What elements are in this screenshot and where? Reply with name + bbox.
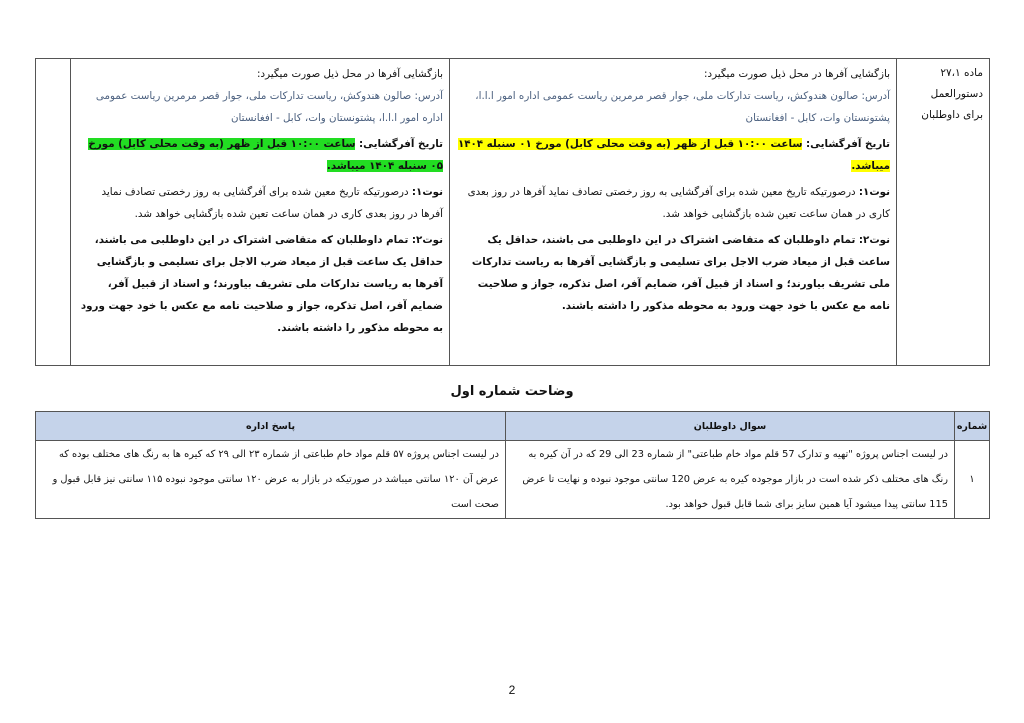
clause-label-cell [897, 59, 990, 366]
row-answer: در لیست اجناس پروژه ۵۷ قلم مواد خام طباعتی از شماره ۲۳ الی ۲۹ که کیره ها به رنگ های مختلف بوده که عرض آن ۱۲۰ سانتی میباشد در صورتیکه در بازار به عرض ۱۲۰ سانتی موجود نبوده ۱۱۵ سانتی نیز قابل قبول و صحت است [36, 441, 506, 519]
note-1-text: درصورتیکه تاریخ معین شده برای آفرگشایی به روز رخصتی تصادف نماید آفرها در روز بعدی کاری در همان ساعت تعین شده بازگشایی خواهد شد. [467, 186, 890, 220]
opening-date-label: تاریخ آفرگشایی: [806, 138, 890, 150]
opening-date [456, 133, 890, 177]
amended-note-2: نوت۲: تمام داوطلبان که متقاضی اشتراک در این داوطلبی می باشند، حداقل یک ساعت قبل از میعاد ضرب الاجل برای تسلیمی و بازگشایی آفرها به ریاست تدارکات ملی تشریف بیاورند؛ و اسناد از قبیل آفر، ضمایم آفر، اصل تذکره، جواز و صلاحیت نامه مع عکس با خود جهت ورود به محوطه مذکور را داشته باشند. [80, 234, 443, 334]
amended-opening-intro: بازگشایی آفرها در محل ذیل صورت میگیرد: [257, 68, 443, 80]
empty-column-cell [36, 59, 71, 366]
opening-date-value: ساعت ۱۰:۰۰ قبل از ظهر (به وقت محلی کابل) مورخ ۰۱ سنبله ۱۴۰۴ میباشد. [457, 138, 890, 172]
section-title: وضاحت شماره اول [450, 384, 574, 399]
row-number: ۱ [955, 441, 990, 519]
amended-opening-address: آدرس: صالون هندوکش، ریاست تدارکات ملی، جوار قصر مرمرین ریاست عمومی اداره امور ا.ا.ا، پشتونستان وات، کابل - افغانستان [95, 90, 443, 124]
clarification-table [35, 411, 990, 519]
tender-instructions-table [35, 58, 990, 366]
amended-note-1 [77, 181, 443, 225]
header-answer: پاسخ اداره [36, 412, 506, 441]
amended-opening-date-label: تاریخ آفرگشایی: [359, 138, 443, 150]
header-question: سوال داوطلبان [506, 412, 955, 441]
header-number: شماره [955, 412, 990, 441]
page-number: 2 [508, 683, 516, 697]
table-row [36, 441, 990, 519]
note-1 [456, 181, 890, 225]
original-text-cell [450, 59, 897, 366]
note-2: نوت۲: تمام داوطلبان که متقاضی اشتراک در این داوطلبی می باشند، حداقل یک ساعت قبل از میعاد ضرب الاجل برای تسلیمی و بازگشایی آفرها به ریاست تدارکات ملی تشریف بیاورند؛ و اسناد از قبیل آفر، ضمایم آفر، اصل تذکره، جواز و صلاحیت نامه مع عکس با خود جهت ورود به محوطه مذکور را داشته باشند. [471, 234, 890, 312]
opening-address: آدرس: صالون هندوکش، ریاست تدارکات ملی، جوار قصر مرمرین ریاست عمومی اداره امور ا.ا.ا، پشتونستان وات، کابل - افغانستان [475, 90, 890, 124]
row-question: در لیست اجناس پروژه "تهیه و تدارک 57 قلم مواد خام طباعتی" از شماره 23 الی 29 که در آن کیره به رنگ های مختلف ذکر شده است در بازار موجوده کیره به عرض 120 سانتی موجود نبوده و نهایت تا عرض 115 سانتی پیدا میشود آیا همین سایز برای شما قابل قبول خواهد بود. [506, 441, 955, 519]
note-1-label: نوت۱: [858, 186, 890, 198]
amended-note-1-label: نوت۱: [411, 186, 443, 198]
amended-text-cell [71, 59, 450, 366]
amended-note-1-text: درصورتیکه تاریخ معین شده برای آفرگشایی به روز رخصتی تصادف نماید آفرها در روز بعدی کاری در همان ساعت تعین شده بازگشایی خواهد شد. [101, 186, 443, 220]
clause-title-line2: برای داوطلبان [921, 109, 983, 121]
clause-number: ماده ۲۷،۱ [940, 67, 983, 79]
amended-opening-date-value: ساعت ۱۰:۰۰ قبل از ظهر (به وقت محلی کابل) مورخ ۰۵ سنبله ۱۴۰۴ میباشد. [88, 138, 443, 172]
clause-title-line1: دستورالعمل [930, 88, 983, 100]
opening-intro: بازگشایی آفرها در محل ذیل صورت میگیرد: [704, 68, 890, 80]
amended-opening-date [77, 133, 443, 177]
clarification-header-row [36, 412, 990, 441]
